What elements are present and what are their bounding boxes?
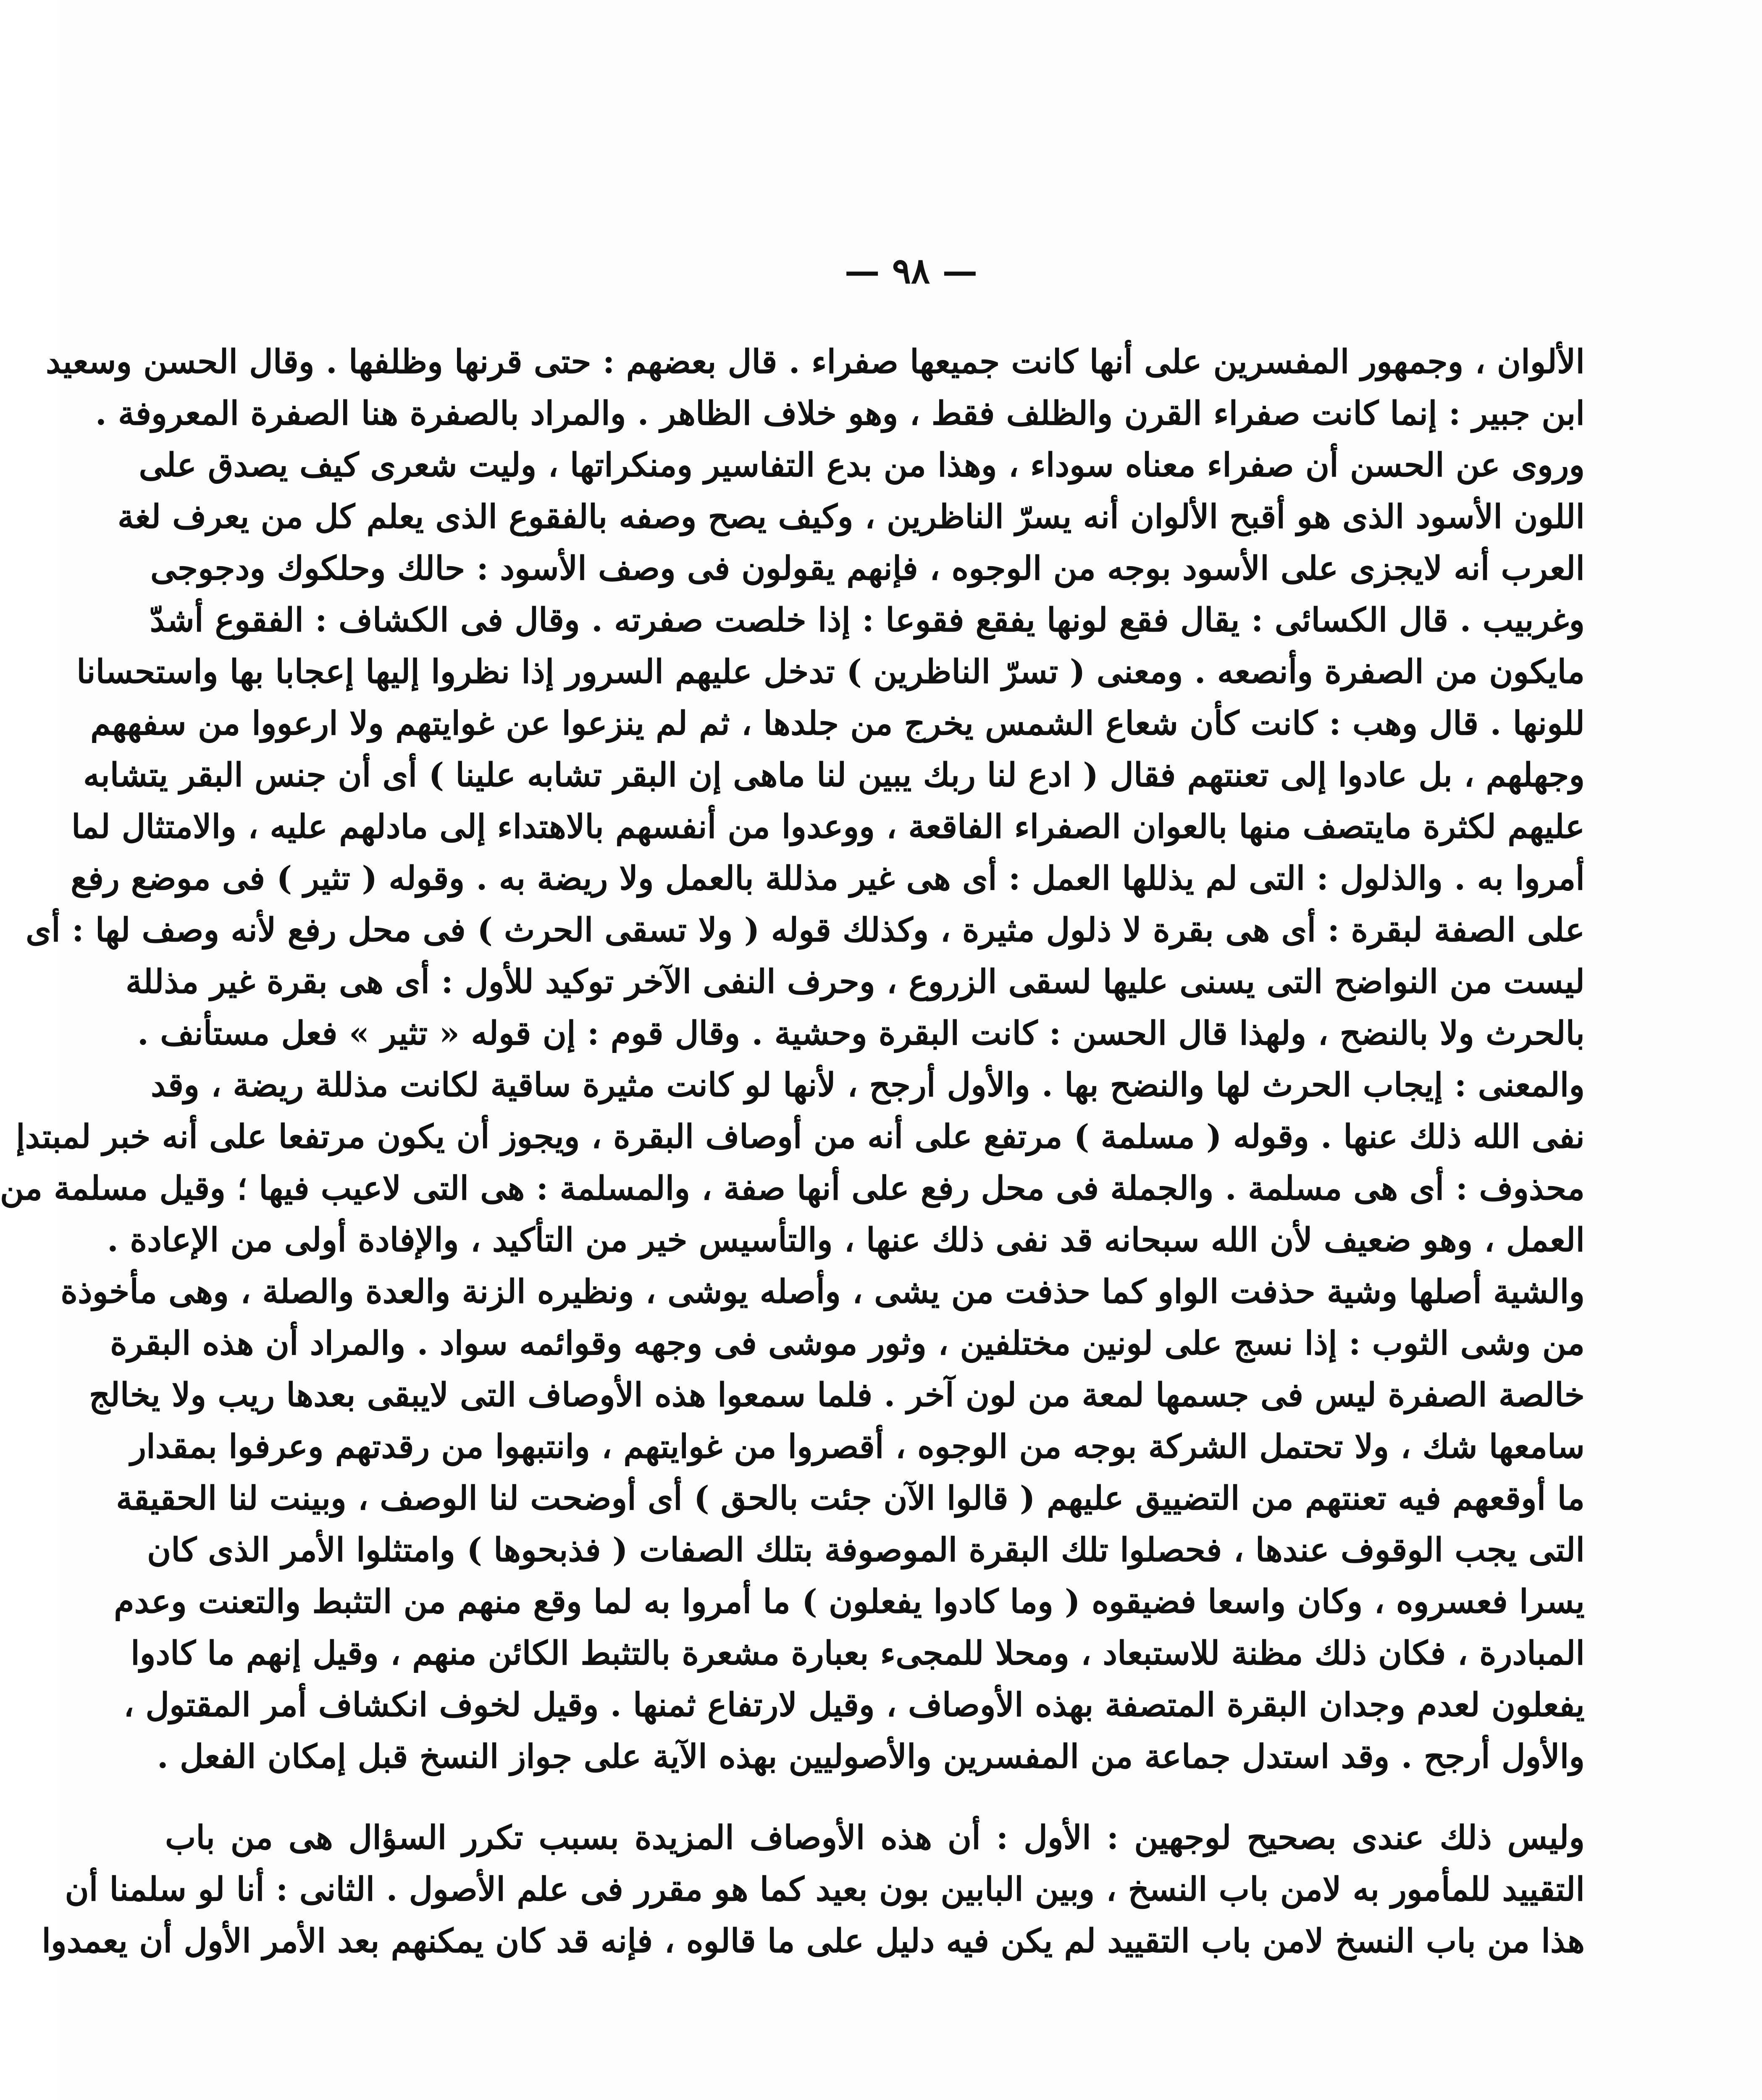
page-number: — ٩٨ — xyxy=(844,250,978,291)
text-line: بالحرث ولا بالنضح ، ولهذا قال الحسن : كانت البقرة وحشية . وقال قوم : إن قوله « تثير » فعل مستأنف . xyxy=(137,1014,1585,1053)
text-line: من وشى الثوب : إذا نسج على لونين مختلفين ، وثور موشى فى وجهه وقوائمه سواد . والمراد أن هذه البقرة xyxy=(110,1324,1585,1362)
text-line: التقييد للمأمور به لامن باب النسخ ، وبين البابين بون بعيد كما هو مقرر فى علم الأصول . الثانى : أنا لو سلمنا أن xyxy=(65,1870,1585,1908)
text-line: يفعلون لعدم وجدان البقرة المتصفة بهذه الأوصاف ، وقيل لارتفاع ثمنها . وقيل لخوف انكشاف أمر المقتول ، xyxy=(123,1686,1585,1724)
text-line: التى يجب الوقوف عندها ، فحصلوا تلك البقرة الموصوفة بتلك الصفات ( فذبحوها ) وامتثلوا الأمر الذى كان xyxy=(147,1531,1585,1569)
text-line: خالصة الصفرة ليس فى جسمها لمعة من لون آخر . فلما سمعوا هذه الأوصاف التى لايبقى بعدها ريب ولا يخالج xyxy=(89,1376,1585,1414)
text-line: والشية أصلها وشية حذفت الواو كما حذفت من يشى ، وأصله يوشى ، ونظيره الزنة والعدة والصلة ، وهى مأخوذة xyxy=(60,1273,1585,1311)
text-line: عليهم لكثرة مايتصف منها بالعوان الصفراء الفاقعة ، ووعدوا من أنفسهم بالاهتداء إلى مادلهم عليه ، والامتثال لما xyxy=(71,808,1585,846)
text-line: والمعنى : إيجاب الحرث لها والنضح بها . والأول أرجح ، لأنها لو كانت مثيرة ساقية لكانت مذللة ريضة ، وقد xyxy=(150,1066,1585,1104)
text-line: أمروا به . والذلول : التى لم يذللها العمل : أى هى غير مذللة بالعمل ولا ريضة به . وقوله ( تثير ) فى موضع رفع xyxy=(71,859,1585,898)
text-line: ابن جبير : إنما كانت صفراء القرن والظلف فقط ، وهو خلاف الظاهر . والمراد بالصفرة هنا الصفرة المعروفة . xyxy=(95,394,1585,433)
text-line: والأول أرجح . وقد استدل جماعة من المفسرين والأصوليين بهذه الآية على جواز النسخ قبل إمكان الفعل . xyxy=(157,1738,1585,1776)
text-line: هذا من باب النسخ لامن باب التقييد لم يكن فيه دليل على ما قالوه ، فإنه قد كان يمكنهم بعد الأمر الأول أن يعمدوا xyxy=(42,1922,1585,1960)
text-line: العمل ، وهو ضعيف لأن الله سبحانه قد نفى ذلك عنها ، والتأسيس خير من التأكيد ، والإفادة أولى من الإعادة . xyxy=(107,1221,1585,1259)
text-line: ليست من النواضح التى يسنى عليها لسقى الزروع ، وحرف النفى الآخر توكيد للأول : أى هى بقرة غير مذللة xyxy=(125,963,1585,1001)
text-line: العرب أنه لايجزى على الأسود بوجه من الوجوه ، فإنهم يقولون فى وصف الأسود : حالك وحلكوك ودجوجى xyxy=(150,549,1585,588)
text-line: اللون الأسود الذى هو أقبح الألوان أنه يسرّ الناظرين ، وكيف يصح وصفه بالفقوع الذى يعلم كل من يعرف لغة xyxy=(117,498,1585,536)
text-line: ما أوقعهم فيه تعنتهم من التضييق عليهم ( قالوا الآن جئت بالحق ) أى أوضحت لنا الوصف ، وبينت لنا الحقيقة xyxy=(116,1479,1585,1517)
paragraph-break xyxy=(165,1782,1585,1812)
text-line: وروى عن الحسن أن صفراء معناه سوداء ، وهذا من بدع التفاسير ومنكراتها ، وليت شعرى كيف يصدق على xyxy=(139,446,1585,484)
paragraph-objection xyxy=(42,1812,1585,1967)
text-line: وجهلهم ، بل عادوا إلى تعنتهم فقال ( ادع لنا ربك يبين لنا ماهى إن البقر تشابه علينا ) أى أن جنس البقر يتشابه xyxy=(83,756,1585,794)
paragraph-commentary xyxy=(0,336,1585,1782)
text-line: وغربيب . قال الكسائى : يقال فقع لونها يفقع فقوعا : إذا خلصت صفرته . وقال فى الكشاف : الفقوع أشدّ xyxy=(150,601,1585,639)
text-line: مايكون من الصفرة وأنصعه . ومعنى ( تسرّ الناظرين ) تدخل عليهم السرور إذا نظروا إليها إعجابا بها واستحسانا xyxy=(76,653,1585,691)
text-line: على الصفة لبقرة : أى هى بقرة لا ذلول مثيرة ، وكذلك قوله ( ولا تسقى الحرث ) فى محل رفع لأنه وصف لها : أى xyxy=(26,911,1585,949)
text-line: يسرا فعسروه ، وكان واسعا فضيقوه ( وما كادوا يفعلون ) ما أمروا به لما وقع منهم من التثبط والتعنت وعدم xyxy=(114,1583,1585,1621)
text-line: سامعها شك ، ولا تحتمل الشركة بوجه من الوجوه ، أقصروا من غوايتهم ، وانتبهوا من رقدتهم وعرفوا بمقدار xyxy=(130,1428,1585,1466)
text-line: المبادرة ، فكان ذلك مظنة للاستبعاد ، ومحلا للمجىء بعبارة مشعرة بالتثبط الكائن منهم ، وقيل إنهم ما كادوا xyxy=(131,1634,1585,1672)
body-text xyxy=(0,336,1585,1967)
text-line: الألوان ، وجمهور المفسرين على أنها كانت جميعها صفراء . قال بعضهم : حتى قرنها وظلفها . وقال الحسن وسعيد xyxy=(45,343,1585,381)
text-line: محذوف : أى هى مسلمة . والجملة فى محل رفع على أنها صفة ، والمسلمة : هى التى لاعيب فيها ؛ وقيل مسلمة من xyxy=(0,1169,1585,1208)
text-line: نفى الله ذلك عنها . وقوله ( مسلمة ) مرتفع على أنه من أوصاف البقرة ، ويجوز أن يكون مرتفعا على أنه خبر لمبتدإ xyxy=(16,1118,1585,1156)
text-line: للونها . قال وهب : كانت كأن شعاع الشمس يخرج من جلدها ، ثم لم ينزعوا عن غوايتهم ولا ارعووا من سفههم xyxy=(90,704,1585,743)
text-line: وليس ذلك عندى بصحيح لوجهين : الأول : أن هذه الأوصاف المزيدة بسبب تكرر السؤال هى من باب xyxy=(165,1819,1585,1857)
